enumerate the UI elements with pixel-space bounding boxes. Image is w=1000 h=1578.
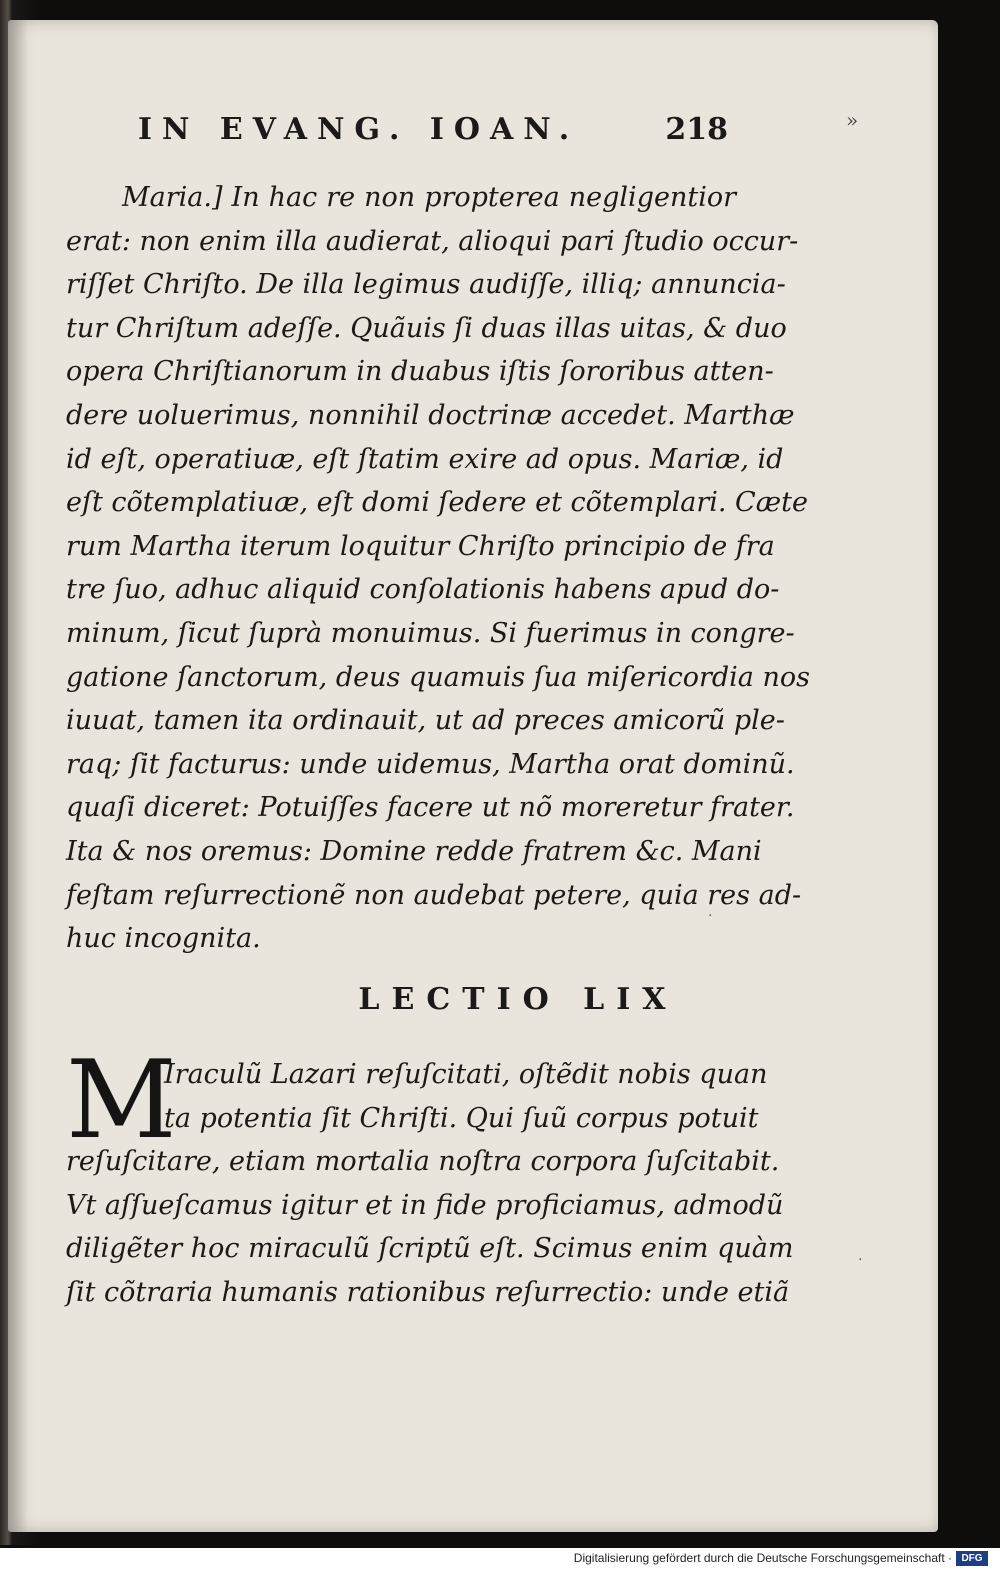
ink-speck: · [858, 1252, 863, 1268]
margin-mark: » [846, 108, 859, 132]
text-line: riſſet Chriſto. De illa legimus audiſſe, illiq; annuncia- [66, 269, 786, 301]
text-line: id eſt, operatiuæ, eſt ſtatim exire ad opus. Mariæ, id [66, 443, 784, 475]
text-line: tur Chriſtum adeſſe. Quãuis ſi duas illas uitas, & duo [66, 312, 787, 344]
page-number: 218 [665, 112, 728, 147]
text-line: raq; ſit facturus: unde uidemus, Martha orat dominũ. [66, 748, 795, 780]
page-header [138, 112, 728, 152]
text-line: eſt cõtemplatiuæ, eſt domi ſedere et cõtemplari. Cæte [66, 487, 808, 519]
text-line: dere uoluerimus, nonnihil doctrinæ accedet. Marthæ [66, 399, 795, 431]
ink-speck: · [708, 908, 713, 924]
paragraph-lectio [66, 1038, 794, 1315]
text-line: huc incognita. [66, 923, 261, 955]
text-line: iuuat, tamen ita ordinauit, ut ad preces amicorũ ple- [66, 705, 785, 737]
text-line: Vt aſſueſcamus igitur et in fide proficiamus, admodũ [66, 1189, 784, 1221]
text-line: minum, ſicut ſuprà monuimus. Si fuerimus in congre- [66, 617, 795, 649]
text-line: tre ſuo, adhuc aliquid conſolationis habens apud do- [66, 574, 780, 606]
dfg-logo: DFG [956, 1551, 988, 1566]
text-line: diligẽter hoc miraculũ ſcriptũ eſt. Scimus enim quàm [66, 1233, 794, 1265]
text-line: reſuſcitare, etiam mortalia noſtra corpora ſuſcitabit. [66, 1146, 780, 1178]
digitization-footer [0, 1548, 1000, 1578]
text-line: rum Martha iterum loquitur Chriſto principio de fra [66, 530, 775, 562]
text-line: quaſi diceret: Potuiſſes facere ut nõ moreretur frater. [66, 792, 795, 824]
text-line: ta potentia ſit Chriſti. Qui ſuũ corpus potuit [164, 1102, 759, 1134]
running-head: IN EVANG. IOAN. [138, 112, 580, 147]
text-line: opera Chriſtianorum in duabus iſtis ſororibus atten- [66, 356, 774, 388]
text-line: feſtam reſurrectionẽ non audebat petere, quia res ad- [66, 879, 802, 911]
text-line: ſit cõtraria humanis rationibus reſurrectio: unde etiã [66, 1276, 790, 1308]
text-line: Iraculũ Lazari reſuſcitati, oſtẽdit nobis quan [164, 1059, 768, 1090]
text-line: erat: non enim illa audierat, alioqui pari ſtudio occur- [66, 225, 799, 257]
text-line: Ita & nos oremus: Domine redde fratrem &c. Mani [66, 835, 762, 867]
text-line: gatione ſanctorum, deus quamuis ſua miſericordia nos [66, 661, 810, 693]
funding-credit: Digitalisierung gefördert durch die Deutsche Forschungsgemeinschaft · [573, 1551, 952, 1565]
paragraph-commentary [66, 176, 810, 961]
section-heading: LECTIO LIX [358, 982, 678, 1017]
text-line: Maria.] In hac re non propterea negligentior [122, 182, 736, 213]
drop-cap: M [66, 1038, 177, 1163]
book-page [8, 20, 938, 1532]
